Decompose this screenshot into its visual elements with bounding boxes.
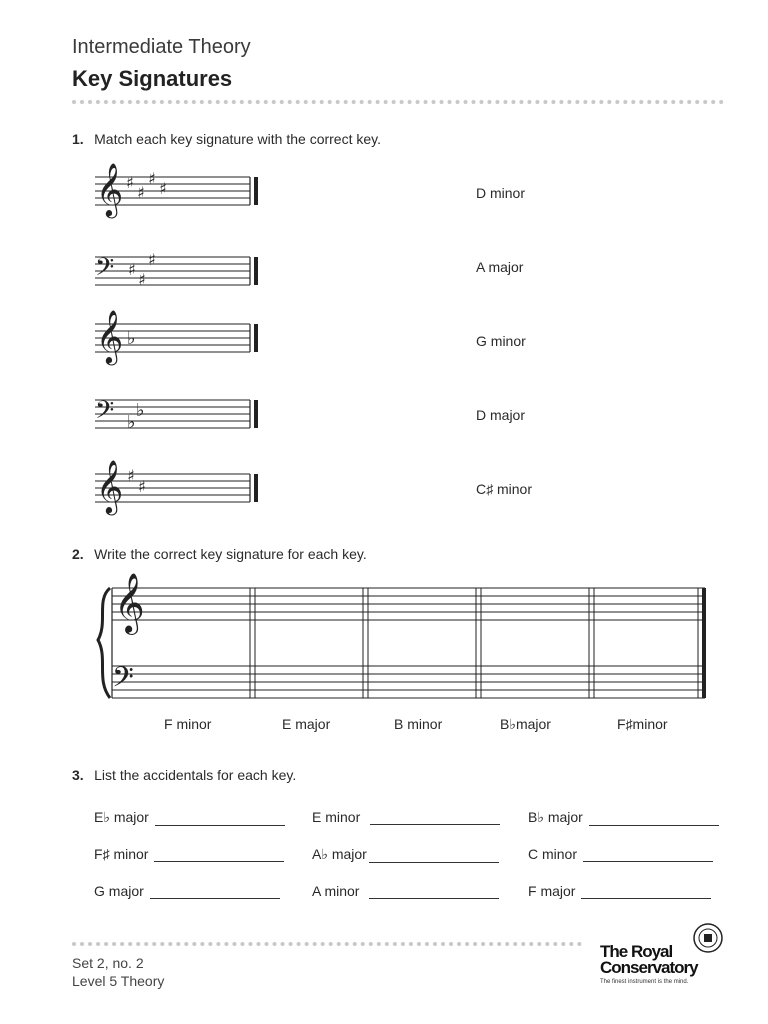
worksheet-subtitle: Intermediate Theory [72,36,251,58]
flat-icon: ♭ [136,400,145,421]
answer-blank[interactable] [155,811,285,826]
q2-key-2: E major [282,716,331,732]
q1-key-3: G minor [476,333,526,349]
q1-key-1: D minor [476,185,526,201]
sharp-icon: ♯ [127,466,135,485]
q1-key-5: C♯ minor [476,481,533,497]
flat-icon: ♭ [127,328,136,349]
answer-blank[interactable] [150,884,280,899]
flat-icon: ♭ [127,412,136,433]
question-1-instruction: Match each key signature with the correct key. [94,131,382,147]
sharp-icon: ♯ [138,477,146,496]
sharp-icon: ♯ [126,173,134,192]
grand-staff [0,560,768,710]
sharp-icon: ♯ [138,270,146,289]
q3-item [528,846,713,862]
q3-key-label: A♭ major [312,846,367,862]
logo-line-1: The Royal [600,942,673,961]
sharp-icon: ♯ [159,179,167,198]
q2-key-1: F minor [164,716,212,732]
sharp-icon: ♯ [128,260,136,279]
q3-item [94,883,280,899]
question-2-instruction: Write the correct key signature for each key. [94,546,367,562]
sharp-icon: ♯ [148,250,156,269]
q3-item [528,809,719,826]
q3-key-label: F major [528,883,576,899]
q3-key-label: E minor [312,809,361,825]
question-2-number: 2. [72,546,84,562]
q2-key-3: B minor [394,716,443,732]
rcm-logo [598,920,728,990]
treble-clef-icon: 𝄞 [114,573,145,633]
q1-key-2: A major [476,259,524,275]
footer-divider [72,942,582,946]
logo-line-2: Conservatory [600,958,698,977]
q1-staff-2 [95,250,256,289]
brace-icon [98,588,110,698]
q1-staff-5 [95,459,256,515]
q3-key-label: C minor [528,846,578,862]
answer-blank[interactable] [369,848,499,863]
question-1-number: 1. [72,131,84,147]
bass-clef-icon: 𝄢 [95,396,115,431]
question-3-heading [72,767,296,785]
q3-key-label: E♭ major [94,809,149,825]
answer-blank[interactable] [583,847,713,862]
q3-key-label: F♯ minor [94,846,149,862]
footer-level: Level 5 Theory [72,973,165,989]
q3-key-label: B♭ major [528,809,583,825]
answer-blank[interactable] [370,810,500,825]
q1-key-4: D major [476,407,526,423]
answer-blank[interactable] [581,884,711,899]
question-3-instruction: List the accidentals for each key. [94,767,297,783]
treble-clef-icon: 𝄞 [96,309,124,363]
q3-item [528,883,711,899]
q3-item [94,809,285,826]
q3-item [312,809,500,825]
q3-item [94,846,284,862]
treble-clef-icon: 𝄞 [96,162,124,216]
q3-item [312,883,499,899]
bass-clef-icon: 𝄢 [112,661,134,701]
sharp-icon: ♯ [148,169,156,188]
q2-key-4: B♭major [500,716,551,732]
q1-staff-1 [95,162,256,218]
question-3-number: 3. [72,767,84,783]
q1-staff-3 [95,309,256,365]
worksheet-title: Key Signatures [72,66,233,91]
q3-key-label: A minor [312,883,360,899]
q3-item [312,846,499,863]
sharp-icon: ♯ [137,183,145,202]
treble-clef-icon: 𝄞 [96,459,124,513]
footer-set: Set 2, no. 2 [72,955,144,971]
q3-key-label: G major [94,883,144,899]
logo-text [600,944,698,976]
answer-blank[interactable] [369,884,499,899]
logo-tagline: The finest instrument is the mind. [600,979,689,985]
answer-blank[interactable] [154,847,284,862]
q1-staff-4 [95,396,256,433]
bass-clef-icon: 𝄢 [95,253,115,288]
q2-key-5: F♯minor [617,716,668,732]
answer-blank[interactable] [589,811,719,826]
